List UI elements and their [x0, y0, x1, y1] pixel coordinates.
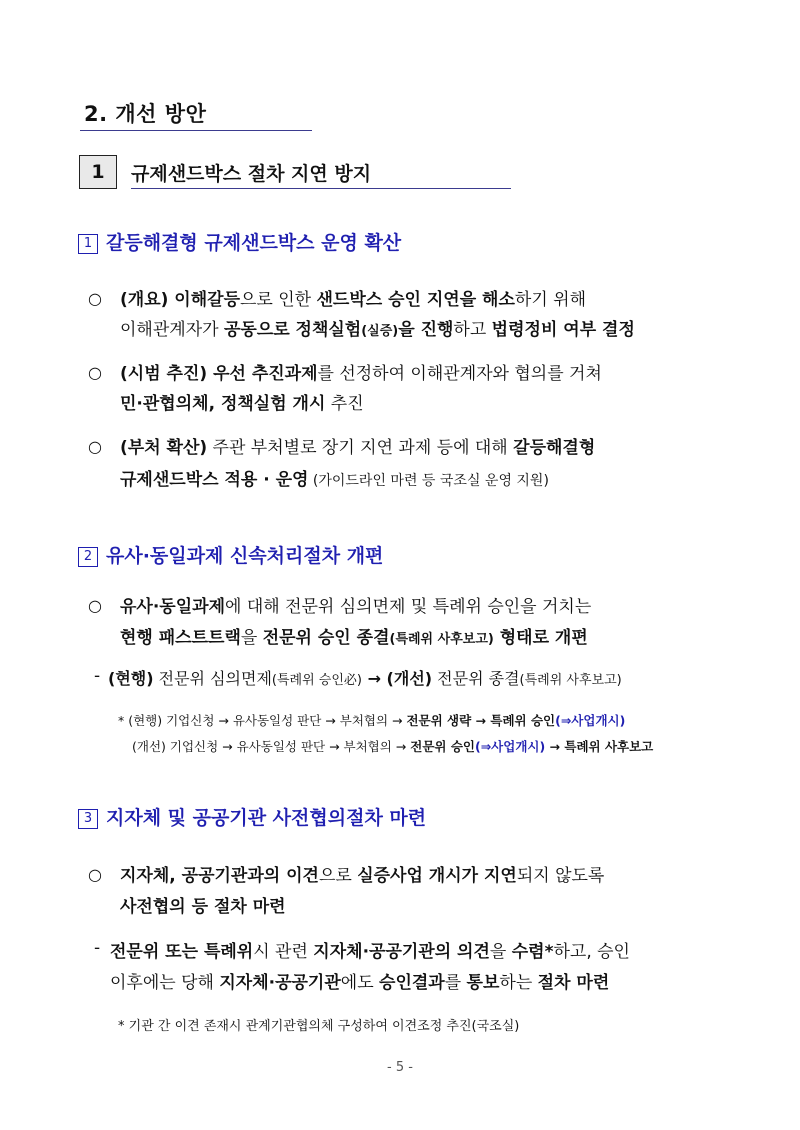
s2-note2: (개선) 기업신청 → 유사동일성 판단 → 부처협의 → 전문위 승인(⇒사업개시) → 특례위 사후보고: [132, 739, 654, 754]
s3-title: 3 지자체 및 공공기관 사전협의절차 마련: [78, 803, 426, 830]
subsection-title: 규제샌드박스 절차 지연 방지: [131, 155, 511, 189]
s3-d1-dash: -: [94, 938, 101, 958]
s3-b1-bullet: ○: [88, 865, 102, 884]
s1-title: 1 갈등해결형 규제샌드박스 운영 확산: [78, 228, 401, 255]
s2-mark: 2: [78, 547, 98, 567]
s2-b1-bullet: ○: [88, 596, 102, 615]
s3-note1: * 기관 간 이견 존재시 관계기관협의체 구성하여 이견조정 추진(국조실): [118, 1019, 520, 1034]
s1-b1-line2: 이해관계자가 공동으로 정책실험(실증)을 진행하고 법령정비 여부 결정: [120, 320, 635, 340]
s2-b1-line2: 현행 패스트트랙을 전문위 승인 종결(특례위 사후보고) 형태로 개편: [120, 628, 588, 648]
section-heading: 2. 개선 방안: [80, 96, 312, 131]
subsection-number-box: 1: [79, 155, 117, 189]
s3-mark: 3: [78, 809, 98, 829]
s1-b3-line2: 규제샌드박스 적용 · 운영 (가이드라인 마련 등 국조실 운영 지원): [120, 470, 549, 490]
s1-mark: 1: [78, 234, 98, 254]
s1-b3-line1: (부처 확산) 주관 부처별로 장기 지연 과제 등에 대해 갈등해결형: [120, 438, 596, 458]
s2-b1-line1: 유사·동일과제에 대해 전문위 심의면제 및 특례위 승인을 거치는: [120, 597, 592, 617]
s1-b2-line1: (시범 추진) 우선 추진과제를 선정하여 이해관계자와 협의를 거쳐: [120, 364, 602, 384]
s3-b1-line2: 사전협의 등 절차 마련: [120, 897, 286, 917]
s1-b3-bullet: ○: [88, 437, 102, 456]
s3-d1-line1: 전문위 또는 특례위시 관련 지자체·공공기관의 의견을 수렴*하고, 승인: [110, 942, 630, 962]
s1-b2-line2: 민·관협의체, 정책실험 개시 추진: [120, 394, 364, 414]
s1-b2-bullet: ○: [88, 363, 102, 382]
s2-note1: * (현행) 기업신청 → 유사동일성 판단 → 부처협의 → 전문위 생략 → 특례위 승인(⇒사업개시): [118, 713, 626, 728]
s2-title: 2 유사·동일과제 신속처리절차 개편: [78, 541, 383, 568]
page-number: - 5 -: [387, 1060, 413, 1075]
s1-b1-line1: (개요) 이해갈등으로 인한 샌드박스 승인 지연을 해소하기 위해: [120, 290, 586, 310]
s3-b1-line1: 지자체, 공공기관과의 이견으로 실증사업 개시가 지연되지 않도록: [120, 866, 605, 886]
s2-d1-text: (현행) 전문위 심의면제(특례위 승인必) → (개선) 전문위 종결(특례위 사후보고): [108, 669, 622, 688]
s2-d1-dash: -: [94, 666, 101, 686]
s1-b1-bullet: ○: [88, 289, 102, 308]
s3-d1-line2: 이후에는 당해 지자체·공공기관에도 승인결과를 통보하는 절차 마련: [110, 973, 610, 993]
